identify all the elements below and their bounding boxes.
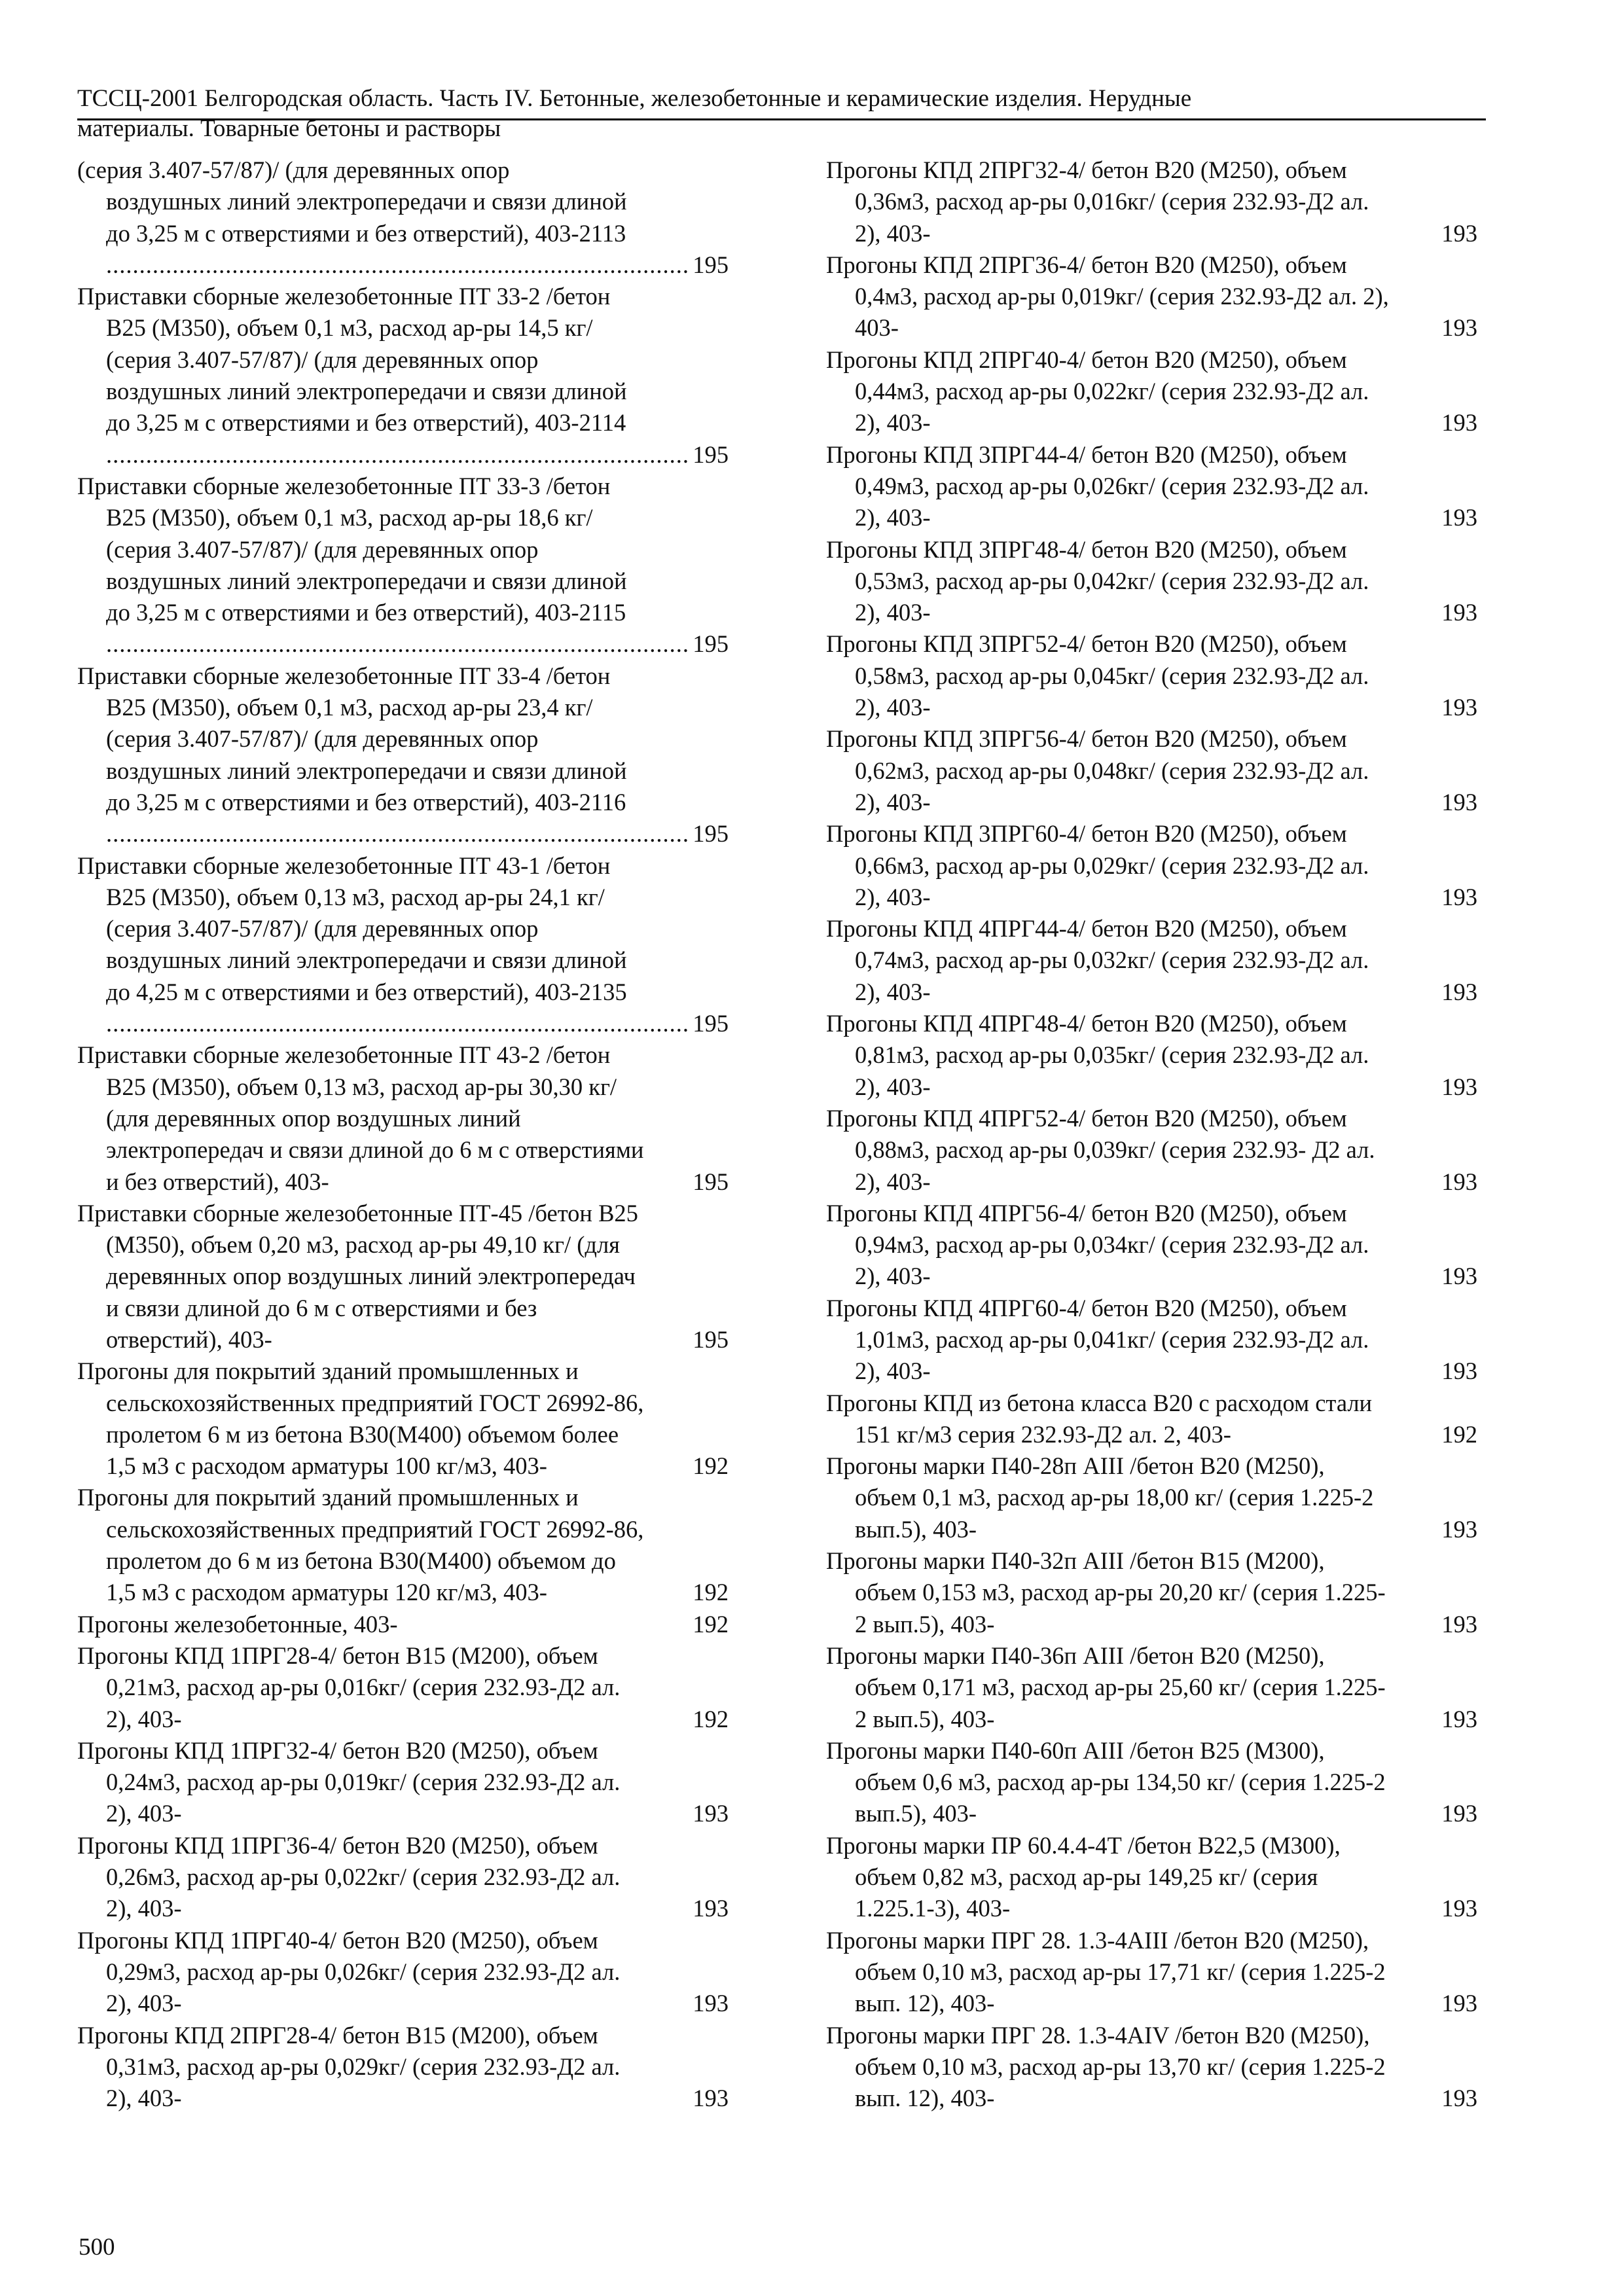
entry-text-line: 0,66м3, расход ар-ры 0,029кг/ (серия 232.93-Д2 ал. [855,852,1369,879]
entry-tail-text: 2 вып.5), 403- ..... [855,1611,1477,1640]
entry-text-line: 0,53м3, расход ар-ры 0,042кг/ (серия 232.93-Д2 ал. [855,567,1369,594]
entry-text-line: сельскохозяйственных предприятий ГОСТ 26992-86, [106,1389,644,1416]
index-entry [826,1103,1477,1198]
entry-tail-text: 2), 403- ..... [106,1895,729,1924]
entry-text-line: Прогоны КПД 3ПРГ44-4/ бетон В20 (М250), объем [826,440,1347,468]
entry-page-line [77,1798,729,1829]
entry-text-line: В25 (М350), объем 0,1 м3, расход ар-ры 18,6 кг/ [106,504,593,531]
entry-page-line [77,2083,729,2114]
entry-text-line: (серия 3.407-57/87)/ (для деревянных опор [106,535,539,563]
entry-text-line: (серия 3.407-57/87)/ (для деревянных опор [106,346,539,373]
entry-text-line: Прогоны КПД 2ПРГ32-4/ бетон В20 (М250), объем [826,156,1347,183]
entry-page-ref: 195 [690,628,729,660]
index-entry [826,344,1477,439]
entry-page-ref: 192 [1439,1419,1477,1450]
index-entry [77,1925,729,2020]
index-entry [77,281,729,471]
entry-page-line [826,1798,1477,1829]
entry-page-line [77,1577,729,1608]
entry-page-line [77,1609,729,1640]
index-entry [826,1735,1477,1830]
index-entry [826,249,1477,344]
index-entry [77,1609,729,1640]
entry-text-line: (М350), объем 0,20 м3, расход ар-ры 49,10 кг/ (для [106,1231,620,1259]
index-entry [77,1830,729,1925]
running-header [77,84,1485,144]
index-entry [826,818,1477,913]
entry-text-line: 1,01м3, расход ар-ры 0,041кг/ (серия 232.93-Д2 ал. [855,1325,1369,1353]
entry-page-line [826,502,1477,533]
entry-text-line: Прогоны марки П40-32п АIII /бетон В15 (М200), [826,1547,1325,1575]
index-entry [826,1640,1477,1735]
entry-tail-text: 2), 403- ..... [106,1800,729,1829]
entry-text-line: Приставки сборные железобетонные ПТ 33-2 /бетон [77,283,611,310]
entry-page-line [826,2083,1477,2114]
entry-page-ref: 195 [690,1166,729,1198]
entry-text-line: деревянных опор воздушных линий электропередач [106,1263,636,1290]
index-entry [77,850,729,1040]
entry-page-ref: 193 [1439,312,1477,344]
entry-text-line: 0,29м3, расход ар-ры 0,026кг/ (серия 232.93-Д2 ал. [106,1958,621,1985]
entry-text-line: до 4,25 м с отверстиями и без отверстий), 403-2135 [106,978,627,1005]
entry-tail-text: 403- ..... [855,314,1477,344]
entry-tail-text: и без отверстий), 403- ..... [106,1168,729,1198]
entry-page-ref: 193 [1439,692,1477,723]
entry-page-ref: 193 [1439,1893,1477,1924]
entry-text-line: Прогоны для покрытий зданий промышленных и [77,1357,579,1385]
index-entry [77,1482,729,1608]
entry-page-ref: 193 [1439,502,1477,533]
entry-text-line: объем 0,10 м3, расход ар-ры 13,70 кг/ (серия 1.225-2 [855,2053,1386,2080]
entry-tail-text [106,820,729,847]
entry-text-line: до 3,25 м с отверстиями и без отверстий), 403-2115 [106,599,626,626]
entry-text-line: воздушных линий электропередачи и связи длиной [106,567,627,594]
index-entry [77,2020,729,2115]
entry-tail-text: вып.5), 403- ..... [855,1800,1477,1829]
entry-tail-text: 2), 403- ..... [855,1168,1477,1198]
entry-tail-text: 1,5 м3 с расходом арматуры 120 кг/м3, 403- ..... [106,1579,729,1608]
entry-tail-text: 2), 403- ..... [855,884,1477,913]
index-entry [826,1198,1477,1293]
index-entry [826,1925,1477,2020]
entry-text-line: В25 (М350), объем 0,1 м3, расход ар-ры 14,5 кг/ [106,314,593,342]
index-entry [77,1198,729,1355]
entry-page-line [826,787,1477,818]
entry-page-ref: 193 [1439,407,1477,439]
entry-text-line: Прогоны марки П40-36п АIII /бетон В20 (М250), [826,1641,1325,1669]
entry-tail-text [106,441,729,468]
entry-text-line: Прогоны КПД 2ПРГ40-4/ бетон В20 (М250), объем [826,346,1347,373]
entry-page-ref: 195 [690,818,729,850]
entry-page-ref: 195 [690,1008,729,1039]
entry-page-ref: 195 [690,1324,729,1355]
entry-page-ref: 193 [1439,882,1477,913]
entry-page-line [77,818,729,850]
entry-text-line: 0,36м3, расход ар-ры 0,016кг/ (серия 232.93-Д2 ал. [855,188,1369,215]
entry-page-line [826,218,1477,249]
entry-text-line: Прогоны марки ПРГ 28. 1.3-4АIV /бетон В20 (М250), [826,2021,1370,2049]
entry-page-line [77,1008,729,1039]
entry-page-line [826,1166,1477,1198]
entry-page-line [826,692,1477,723]
entry-text-line: Приставки сборные железобетонные ПТ 43-1 /бетон [77,852,611,879]
index-entry [826,1293,1477,1388]
entry-text-line: 0,4м3, расход ар-ры 0,019кг/ (серия 232.93-Д2 ал. 2), [855,283,1389,310]
entry-text-line: Прогоны КПД 4ПРГ44-4/ бетон В20 (М250), объем [826,915,1347,942]
entry-tail-text: 151 кг/м3 серия 232.93-Д2 ал. 2, 403- ..... [855,1421,1477,1450]
entry-text-line: Прогоны КПД 1ПРГ28-4/ бетон В15 (М200), объем [77,1641,598,1669]
index-entry [826,2020,1477,2115]
entry-tail-text: 2), 403- ..... [106,2085,729,2114]
entry-text-line: Прогоны для покрытий зданий промышленных и [77,1484,579,1511]
entry-tail-text: 2), 403- ..... [855,504,1477,533]
entry-text-line: пролетом 6 м из бетона В30(М400) объемом более [106,1420,619,1448]
entry-page-ref: 193 [1439,1798,1477,1829]
entry-text-line: объем 0,1 м3, расход ар-ры 18,00 кг/ (серия 1.225-2 [855,1484,1374,1511]
entry-page-line [77,249,729,281]
entry-page-ref: 193 [690,1798,729,1829]
entry-page-ref: 193 [1439,1704,1477,1735]
entry-page-line [826,1609,1477,1640]
entry-text-line: воздушных линий электропередачи и связи длиной [106,946,627,974]
index-entry [826,628,1477,723]
entry-page-line [77,628,729,660]
entry-tail-text: вып. 12), 403- ..... [855,2085,1477,2114]
entry-page-line [826,1704,1477,1735]
entry-text-line: 0,81м3, расход ар-ры 0,035кг/ (серия 232.93-Д2 ал. [855,1041,1369,1069]
entry-tail-text: 2 вып.5), 403- ..... [855,1706,1477,1735]
entry-page-ref: 193 [1439,218,1477,249]
entry-text-line: Прогоны КПД 3ПРГ48-4/ бетон В20 (М250), объем [826,535,1347,563]
index-entry [826,439,1477,534]
entry-text-line: воздушных линий электропередачи и связи длиной [106,757,627,784]
entry-text-line: объем 0,153 м3, расход ар-ры 20,20 кг/ (серия 1.225- [855,1579,1386,1606]
entry-page-ref: 195 [690,249,729,281]
entry-text-line: 0,88м3, расход ар-ры 0,039кг/ (серия 232.93- Д2 ал. [855,1136,1375,1164]
entry-page-ref: 193 [1439,977,1477,1008]
entry-text-line: до 3,25 м с отверстиями и без отверстий), 403-2116 [106,788,626,816]
entry-text-line: объем 0,6 м3, расход ар-ры 134,50 кг/ (серия 1.225-2 [855,1768,1386,1796]
index-entry [77,1640,729,1735]
entry-tail-text: 2), 403- ..... [855,1357,1477,1387]
entry-text-line: В25 (М350), объем 0,1 м3, расход ар-ры 23,4 кг/ [106,694,593,721]
entry-page-ref: 193 [1439,2083,1477,2114]
entry-text-line: Прогоны КПД 1ПРГ40-4/ бетон В20 (М250), объем [77,1926,598,1954]
entry-tail-text: 2), 403- ..... [855,694,1477,723]
entry-tail-text: 2), 403- ..... [855,599,1477,628]
entry-text-line: (для деревянных опор воздушных линий [106,1104,521,1132]
index-entry [826,723,1477,818]
entry-page-line [826,1419,1477,1450]
header-line-1: ТССЦ-2001 Белгородская область. Часть IV. Бетонные, железобетонные и керамические изделия. Нерудные [77,85,1192,112]
entry-text-line: Прогоны КПД 4ПРГ56-4/ бетон В20 (М250), объем [826,1199,1347,1227]
entry-page-ref: 193 [1439,1988,1477,2019]
entry-page-ref: 193 [1439,1355,1477,1387]
entry-tail-text [106,1010,729,1037]
entry-text-line: Прогоны КПД 3ПРГ52-4/ бетон В20 (М250), объем [826,630,1347,658]
index-column-left [77,154,729,2114]
entry-text-line: Прогоны КПД 2ПРГ28-4/ бетон В15 (М200), объем [77,2021,598,2049]
entry-page-line [826,1514,1477,1545]
entry-text-line: Прогоны КПД 3ПРГ56-4/ бетон В20 (М250), объем [826,725,1347,753]
index-entry [826,913,1477,1008]
entry-page-line [826,1893,1477,1924]
entry-text-line: пролетом до 6 м из бетона В30(М400) объемом до [106,1547,616,1575]
entry-page-ref: 192 [690,1577,729,1608]
index-entry [826,1545,1477,1640]
entry-text-line: Прогоны КПД из бетона класса В20 с расходом стали [826,1389,1373,1416]
entry-text-line: Прогоны КПД 4ПРГ48-4/ бетон В20 (М250), объем [826,1010,1347,1037]
entry-text-line: 0,21м3, расход ар-ры 0,016кг/ (серия 232.93-Д2 ал. [106,1674,621,1701]
entry-page-ref: 193 [1439,597,1477,628]
entry-tail-text: 2), 403- ..... [106,1706,729,1735]
entry-tail-text: Прогоны железобетонные, 403- ..... [77,1611,729,1640]
entry-page-line [77,1893,729,1924]
entry-text-line: электропередач и связи длиной до 6 м с отверстиями [106,1136,644,1164]
entry-text-line: 0,94м3, расход ар-ры 0,034кг/ (серия 232.93-Д2 ал. [855,1231,1369,1259]
index-column-right [826,154,1477,2114]
entry-text-line: 0,49м3, расход ар-ры 0,026кг/ (серия 232.93-Д2 ал. [855,472,1369,499]
entry-page-line [77,1166,729,1198]
entry-tail-text: 2), 403- ..... [855,220,1477,249]
index-entry [77,1735,729,1830]
entry-text-line: объем 0,171 м3, расход ар-ры 25,60 кг/ (серия 1.225- [855,1674,1386,1701]
entry-text-line: до 3,25 м с отверстиями и без отверстий), 403-2114 [106,409,626,437]
entry-tail-text: 2), 403- ..... [855,409,1477,439]
entry-text-line: 0,24м3, расход ар-ры 0,019кг/ (серия 232.93-Д2 ал. [106,1768,621,1796]
entry-tail-text [106,630,729,657]
entry-tail-text: 1.225.1-3), 403- ..... [855,1895,1477,1924]
index-entry [826,154,1477,249]
entry-tail-text: вып.5), 403- ..... [855,1516,1477,1545]
entry-page-ref: 192 [690,1704,729,1735]
entry-page-line [77,439,729,471]
header-divider [77,118,1486,120]
entry-text-line: В25 (М350), объем 0,13 м3, расход ар-ры 30,30 кг/ [106,1073,617,1100]
index-entry [77,1039,729,1197]
entry-page-ref: 192 [690,1609,729,1640]
entry-text-line: сельскохозяйственных предприятий ГОСТ 26992-86, [106,1515,644,1543]
entry-tail-text: вып. 12), 403- ..... [855,1990,1477,2019]
entry-text-line: воздушных линий электропередачи и связи длиной [106,188,627,215]
entry-page-ref: 193 [690,1988,729,2019]
index-entry [826,1450,1477,1545]
entry-page-ref: 193 [690,2083,729,2114]
entry-page-ref: 195 [690,439,729,471]
entry-text-line: Прогоны КПД 4ПРГ60-4/ бетон В20 (М250), объем [826,1294,1347,1321]
entry-text-line: 0,74м3, расход ар-ры 0,032кг/ (серия 232.93-Д2 ал. [855,946,1369,974]
entry-page-ref: 193 [1439,787,1477,818]
entry-text-line: до 3,25 м с отверстиями и без отверстий), 403-2113 [106,219,626,247]
header-line-2: материалы. Товарные бетоны и растворы [77,115,501,142]
index-entry [77,1355,729,1482]
entry-page-ref: 193 [1439,1166,1477,1198]
entry-page-line [826,1355,1477,1387]
entry-text-line: воздушных линий электропередачи и связи длиной [106,378,627,405]
entry-text-line: Прогоны марки ПРГ 28. 1.3-4АIII /бетон В20 (М250), [826,1926,1369,1954]
index-entry [77,660,729,850]
entry-text-line: Прогоны марки П40-60п АIII /бетон В25 (М300), [826,1736,1325,1764]
entry-text-line: Приставки сборные железобетонные ПТ-45 /бетон В25 [77,1199,638,1227]
entry-tail-text: 2), 403- ..... [855,978,1477,1008]
entry-page-ref: 193 [1439,1071,1477,1103]
entry-text-line: объем 0,82 м3, расход ар-ры 149,25 кг/ (серия [855,1863,1318,1891]
entry-page-ref: 193 [1439,1261,1477,1292]
entry-page-ref: 193 [690,1893,729,1924]
entry-text-line: Прогоны КПД 1ПРГ36-4/ бетон В20 (М250), объем [77,1831,598,1859]
entry-text-line: Прогоны КПД 4ПРГ52-4/ бетон В20 (М250), объем [826,1104,1347,1132]
entry-text-line: Прогоны марки П40-28п АIII /бетон В20 (М250), [826,1452,1325,1480]
entry-page-line [826,977,1477,1008]
entry-text-line: Приставки сборные железобетонные ПТ 33-4 /бетон [77,662,611,689]
entry-tail-text: 1,5 м3 с расходом арматуры 100 кг/м3, 403- ..... [106,1452,729,1482]
index-entry [826,1388,1477,1451]
entry-text-line: 0,26м3, расход ар-ры 0,022кг/ (серия 232.93-Д2 ал. [106,1863,621,1891]
entry-text-line: В25 (М350), объем 0,13 м3, расход ар-ры 24,1 кг/ [106,883,605,910]
entry-text-line: 0,62м3, расход ар-ры 0,048кг/ (серия 232.93-Д2 ал. [855,757,1369,784]
entry-page-line [826,1071,1477,1103]
entry-tail-text [106,251,729,278]
entry-text-line: объем 0,10 м3, расход ар-ры 17,71 кг/ (серия 1.225-2 [855,1958,1386,1985]
entry-tail-text: 2), 403- ..... [855,789,1477,818]
entry-text-line: Приставки сборные железобетонные ПТ 43-2 /бетон [77,1041,611,1069]
entry-tail-text: отверстий), 403- ..... [106,1326,729,1355]
entry-page-line [77,1988,729,2019]
entry-text-line: 0,58м3, расход ар-ры 0,045кг/ (серия 232.93-Д2 ал. [855,662,1369,689]
entry-page-line [826,882,1477,913]
entry-text-line: 0,31м3, расход ар-ры 0,029кг/ (серия 232.93-Д2 ал. [106,2053,621,2080]
index-entry [826,1830,1477,1925]
entry-tail-text: 2), 403- ..... [106,1990,729,2019]
entry-page-line [826,407,1477,439]
entry-text-line: (серия 3.407-57/87)/ (для деревянных опор [77,156,510,183]
entry-page-line [77,1450,729,1482]
entry-page-line [826,597,1477,628]
entry-text-line: Приставки сборные железобетонные ПТ 33-3 /бетон [77,472,611,499]
entry-tail-text: 2), 403- ..... [855,1263,1477,1292]
entry-text-line: (серия 3.407-57/87)/ (для деревянных опор [106,725,539,753]
index-entry [826,534,1477,629]
entry-text-line: Прогоны марки ПР 60.4.4-4Т /бетон В22,5 (М300), [826,1831,1341,1859]
page-number: 500 [79,2234,115,2261]
entry-page-ref: 193 [1439,1609,1477,1640]
index-entry [826,1008,1477,1103]
entry-page-ref: 192 [690,1450,729,1482]
index-entry [77,471,729,660]
entry-page-line [826,1988,1477,2019]
entry-text-line: (серия 3.407-57/87)/ (для деревянных опор [106,915,539,942]
entry-page-line [826,1261,1477,1292]
entry-page-ref: 193 [1439,1514,1477,1545]
entry-text-line: Прогоны КПД 2ПРГ36-4/ бетон В20 (М250), объем [826,251,1347,278]
entry-text-line: Прогоны КПД 3ПРГ60-4/ бетон В20 (М250), объем [826,820,1347,848]
entry-text-line: 0,44м3, расход ар-ры 0,022кг/ (серия 232.93-Д2 ал. [855,378,1369,405]
entry-page-line [77,1324,729,1355]
index-entry [77,154,729,281]
entry-page-line [77,1704,729,1735]
entry-tail-text: 2), 403- ..... [855,1073,1477,1103]
entry-text-line: Прогоны КПД 1ПРГ32-4/ бетон В20 (М250), объем [77,1736,598,1764]
entry-page-line [826,312,1477,344]
entry-text-line: и связи длиной до 6 м с отверстиями и без [106,1294,537,1321]
